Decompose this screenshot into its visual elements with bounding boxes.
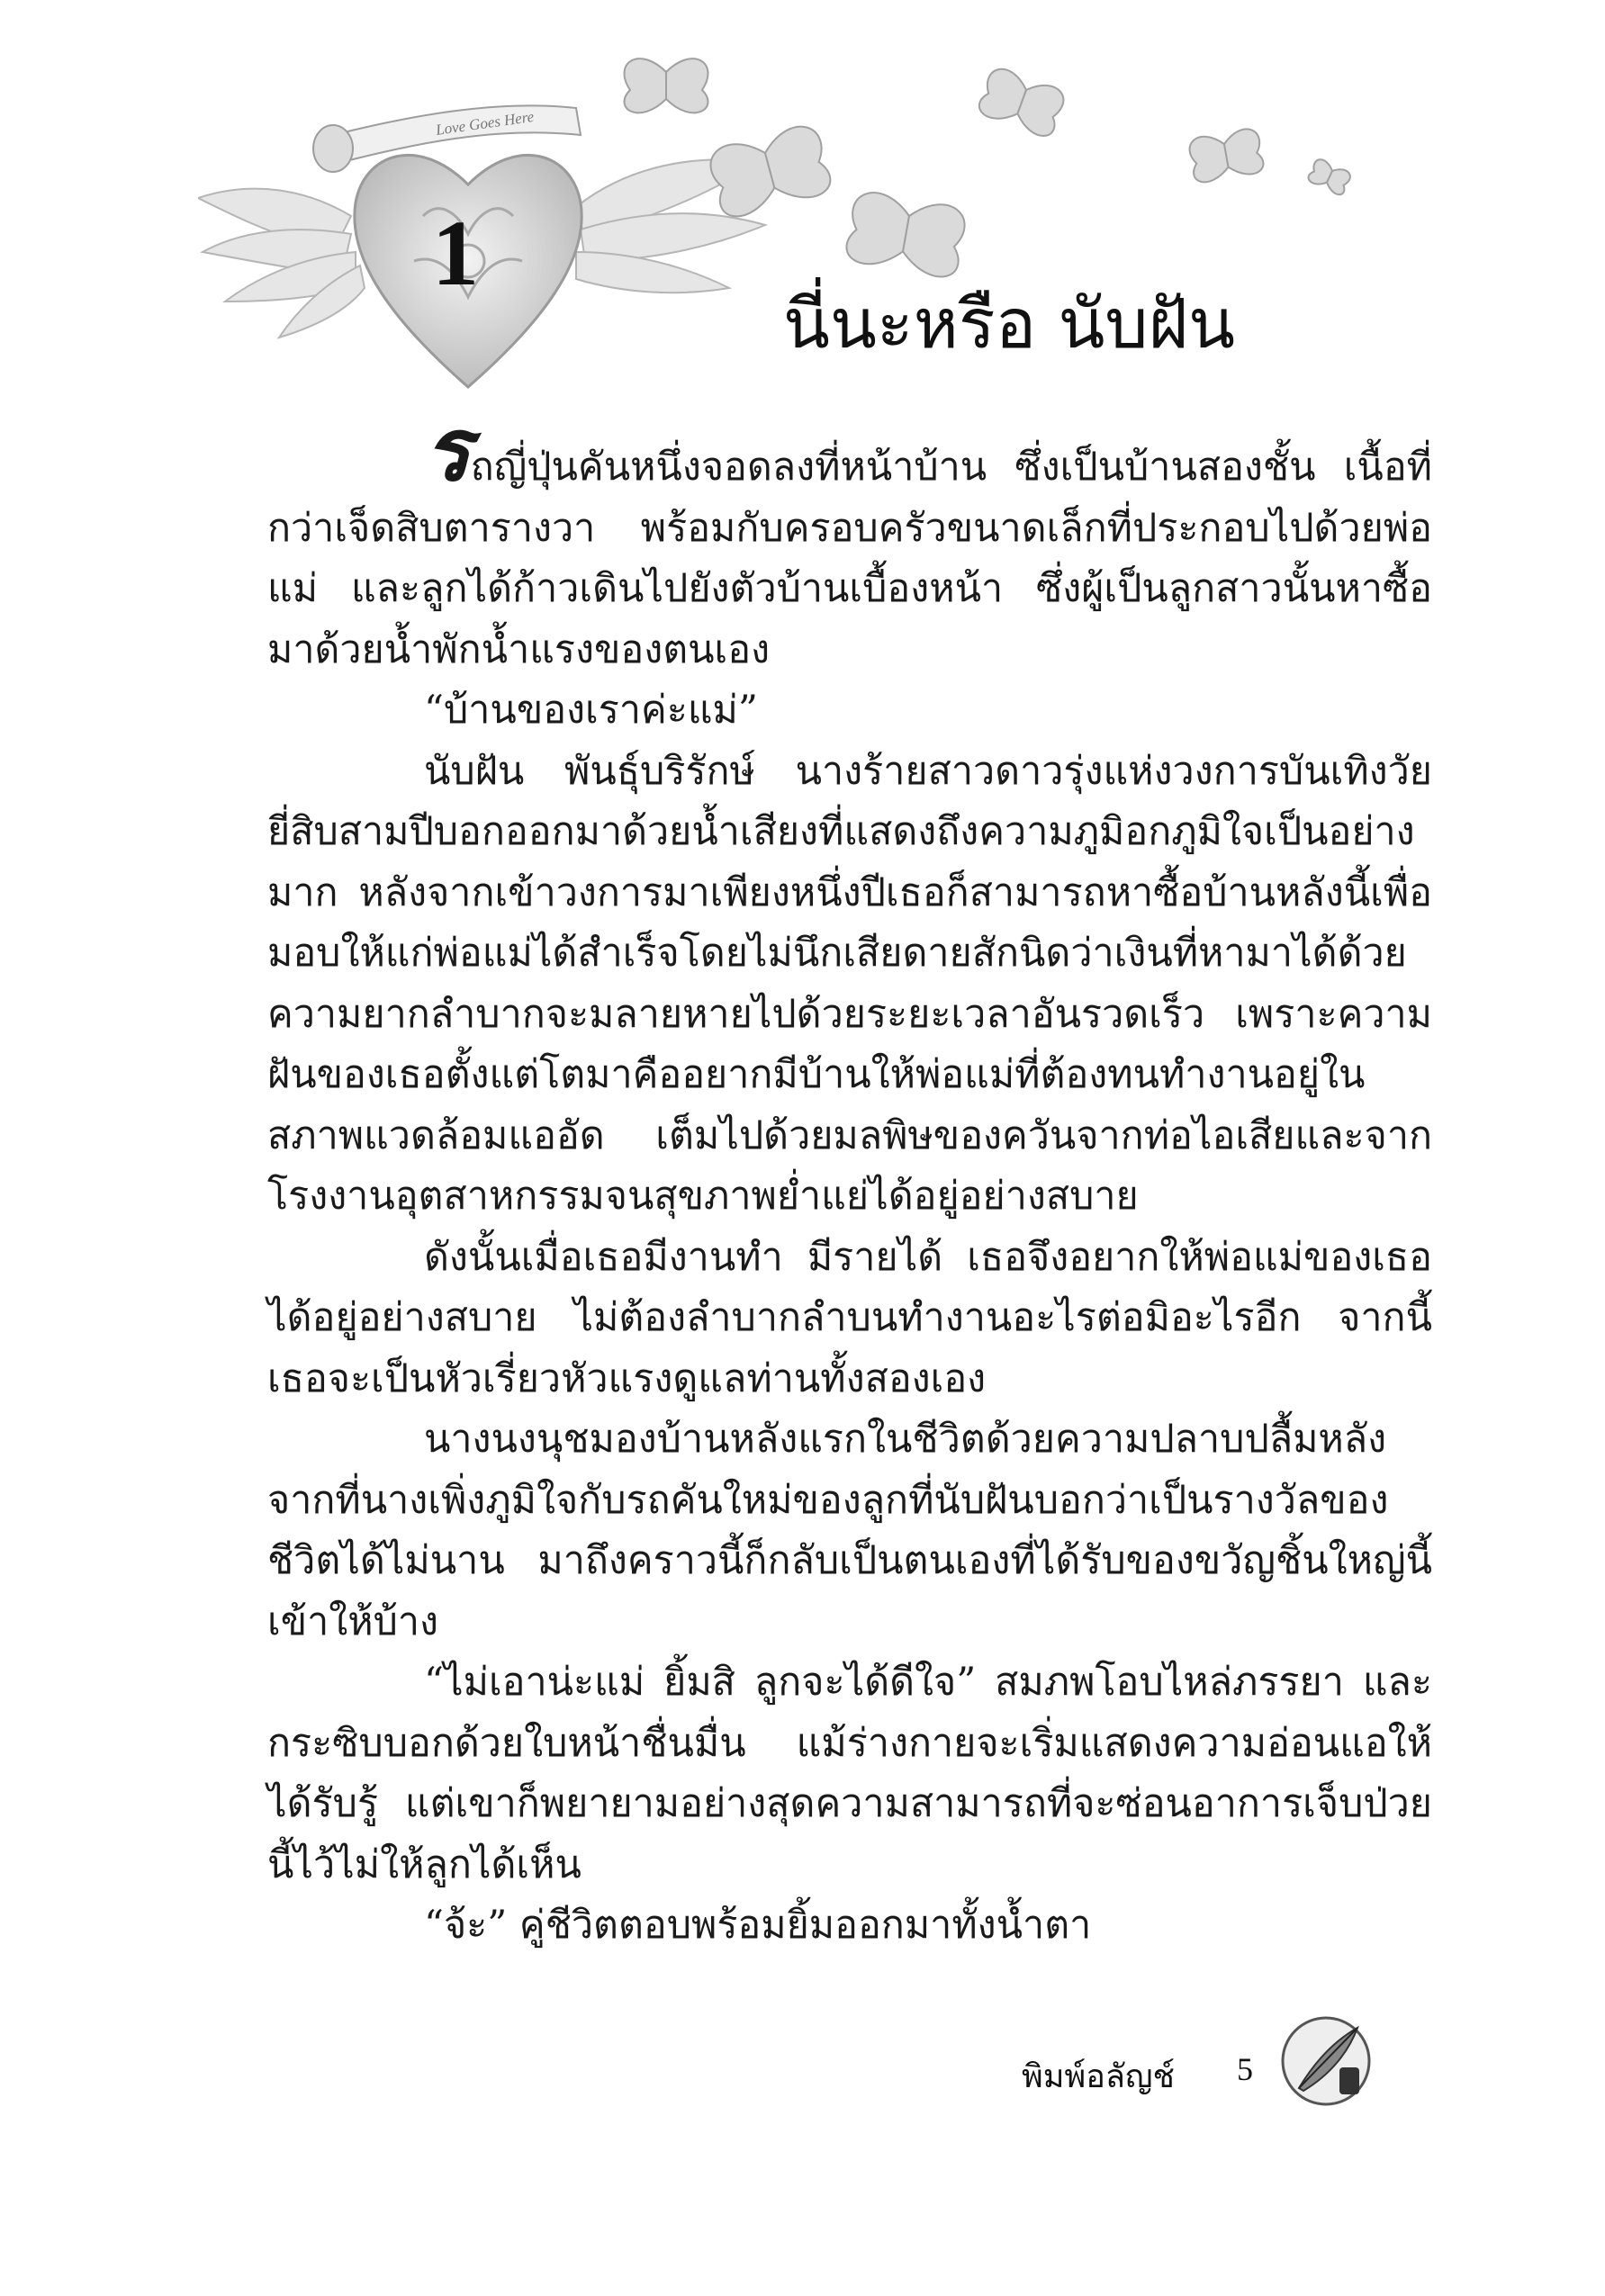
paragraph: นางนงนุชมองบ้านหลังแรกในชีวิตด้วยความปลาบปลื้มหลังจากที่นางเพิ่งภูมิใจกับรถคันใหม่ของลูกที่นับฝันบอกว่าเป็นรางวัลของชีวิตได้ไม่นาน มาถึงคราวนี้ก็กลับเป็นตนเองที่ได้รับของขวัญชิ้นใหญ่นี้เข้าให้บ้าง <box>267 1417 1432 1644</box>
page-number: 5 <box>1237 2051 1253 2087</box>
butterfly-icon <box>844 189 968 279</box>
butterfly-icon <box>625 59 708 113</box>
author-name: พิมพ์อลัญช์ <box>1022 2058 1175 2095</box>
paragraph: ดังนั้นเมื่อเธอมีงานทำ มีรายได้ เธอจึงอยากให้พ่อแม่ของเธอได้อยู่อย่างสบาย ไม่ต้องลำบากลำบนทำงานอะไรต่อมิอะไรอีก จากนี้เธอจะเป็นหัวเรี่ยวหัวแรงดูแลท่านทั้งสองเอง <box>267 1234 1432 1401</box>
paragraph: นับฝัน พันธุ์บริรักษ์ นางร้ายสาวดาวรุ่งแห่งวงการบันเทิงวัยยี่สิบสามปีบอกออกมาด้วยน้ำเสียงที่แสดงถึงความภูมิอกภูมิใจเป็นอย่างมาก หลังจากเข้าวงการมาเพียงหนึ่งปีเธอก็สามารถหาซื้อบ้านหลังนี้เพื่อมอบให้แก่พ่อแม่ได้สำเร็จโดยไม่นึกเสียดายสักนิดว่าเงินที่หามาได้ด้วยความยากลำบากจะมลายหายไปด้วยระยะเวลาอันรวดเร็ว เพราะความฝันของเธอตั้งแต่โตมาคืออยากมีบ้านให้พ่อแม่ที่ต้องทนทำงานอยู่ในสภาพแวดล้อมแออัด เต็มไปด้วยมลพิษของควันจากท่อไอเสียและจากโรงงานอุตสาหกรรมจนสุขภาพย่ำแย่ได้อยู่อย่างสบาย <box>267 748 1432 1219</box>
chapter-body <box>267 402 1432 1957</box>
paragraph: “จ้ะ” คู่ชีวิตตอบพร้อมยิ้มออกมาทั้งน้ำตา <box>424 1903 1092 1948</box>
left-wing <box>198 189 365 338</box>
butterfly-icon <box>706 122 834 221</box>
butterfly-icon <box>976 65 1067 139</box>
quill-logo-icon <box>1276 2012 1375 2111</box>
ribbon-text: Love Goes Here <box>434 107 536 139</box>
chapter-number: 1 <box>432 202 479 305</box>
paragraph: รถญี่ปุ่นคันหนึ่งจอดลงที่หน้าบ้าน ซึ่งเป็นบ้านสองชั้น เนื้อที่กว่าเจ็ดสิบตารางวา พร้อมกับครอบครัวขนาดเล็กที่ประกอบไปด้วยพ่อ แม่ และลูกได้ก้าวเดินไปยังตัวบ้านเบื้องหน้า ซึ่งผู้เป็นลูกสาวนั้นหาซื้อมาด้วยน้ำพักน้ำแรงของตนเอง <box>267 402 1432 672</box>
butterfly-icon <box>1307 158 1353 196</box>
chapter-title: นี่นะหรือ นับฝัน <box>783 284 1236 364</box>
paragraph: “ไม่เอาน่ะแม่ ยิ้มสิ ลูกจะได้ดีใจ” สมภพโอบไหล่ภรรยา และกระซิบบอกด้วยใบหน้าชื่นมื่น แม้ร่างกายจะเริ่มแสดงความอ่อนแอให้ได้รับรู้ แต่เขาก็พยายามอย่างสุดความสามารถที่จะซ่อนอาการเจ็บป่วยนี้ไว้ไม่ให้ลูกได้เห็น <box>267 1660 1432 1887</box>
butterfly-group <box>625 59 1353 280</box>
drop-cap: ร <box>424 402 471 499</box>
butterfly-icon <box>1187 127 1265 184</box>
paragraph: “บ้านของเราค่ะแม่” <box>424 688 758 733</box>
